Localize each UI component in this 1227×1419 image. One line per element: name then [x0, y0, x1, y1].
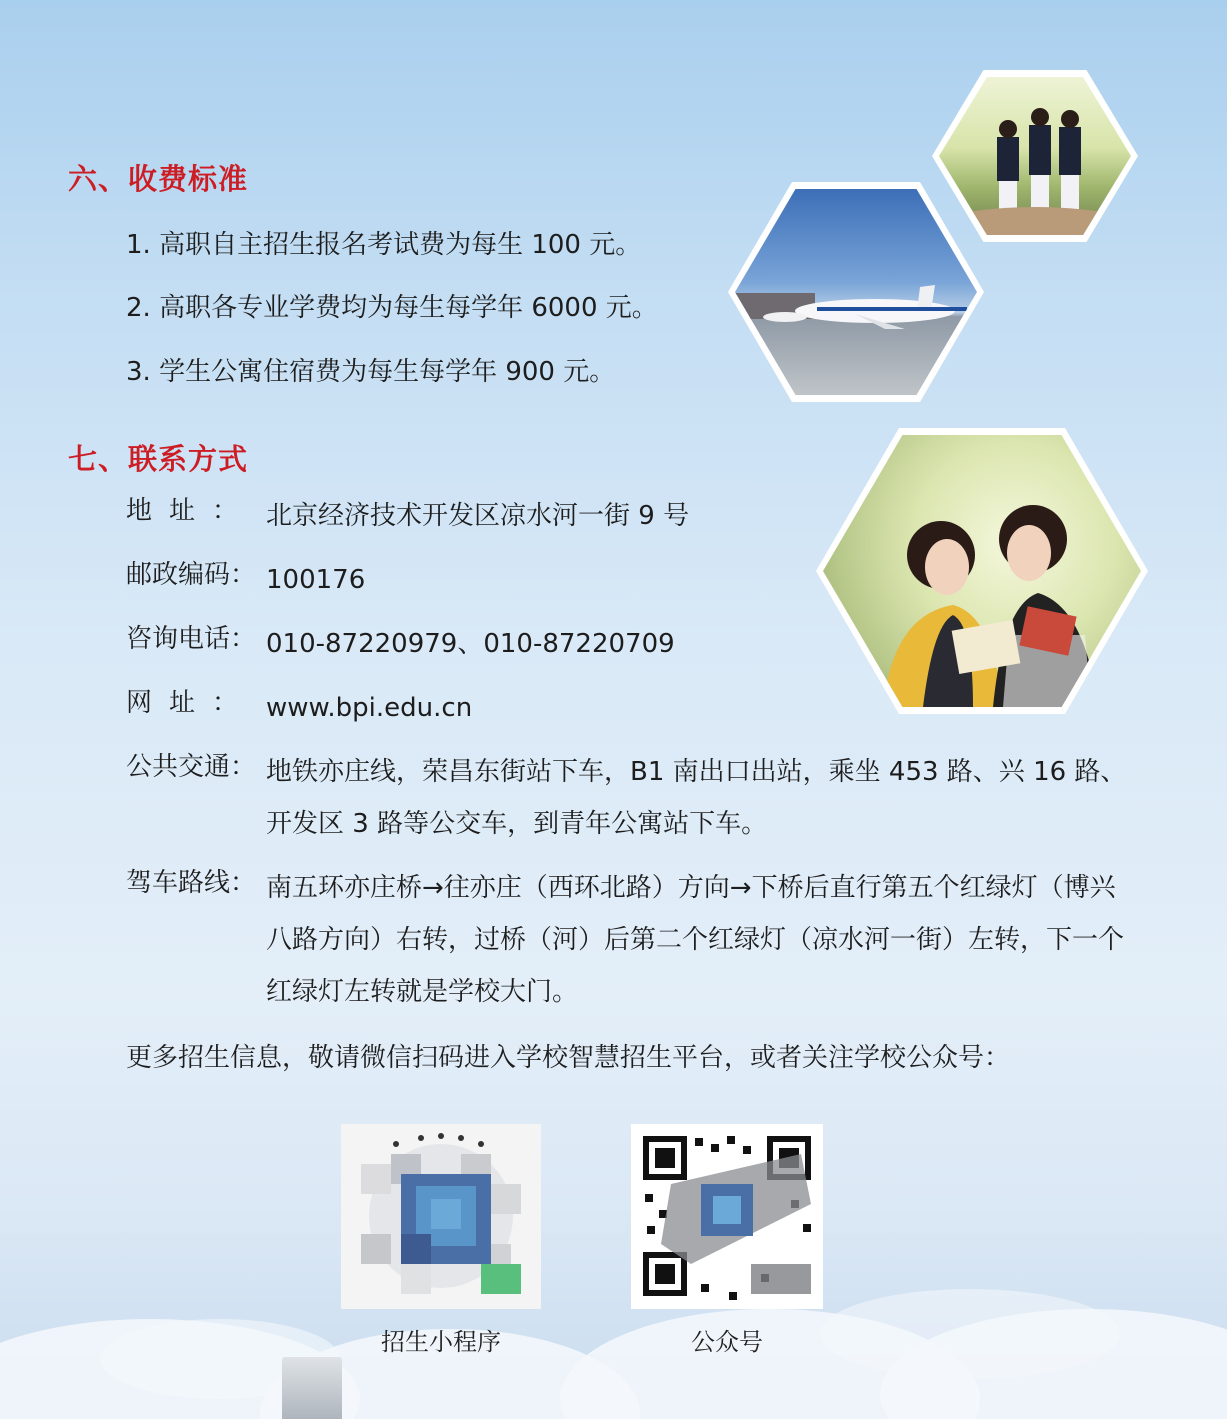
transit-value: 地铁亦庄线，荣昌东街站下车，B1 南出口出站，乘坐 453 路、兴 16 路、开发区 3 路等公交车，到青年公寓站下车。 [266, 757, 1127, 839]
official-account-qr-code[interactable] [631, 1124, 823, 1309]
fees-heading: 六、收费标准 [68, 162, 249, 196]
driving-label: 驾车路线： [126, 868, 257, 898]
mini-program-qr-code[interactable] [341, 1124, 541, 1309]
address-label: 地址： [126, 496, 238, 526]
website-link[interactable]: www.bpi.edu.cn [266, 693, 473, 723]
website-label: 网址： [126, 688, 238, 718]
more-info-text: 更多招生信息，敬请微信扫码进入学校智慧招生平台，或者关注学校公众号： [126, 1043, 1011, 1073]
driving-value: 南五环亦庄桥→往亦庄（西环北路）方向→下桥后直行第五个红绿灯（博兴八路方向）右转，过桥（河）后第二个红绿灯（凉水河一街）左转，下一个红绿灯左转就是学校大门。 [266, 873, 1125, 1007]
postcode-value: 100176 [266, 565, 366, 595]
phone-label: 咨询电话： [126, 624, 257, 654]
airplane-photo [728, 182, 984, 402]
fee-item: 2. 高职各专业学费均为每生每学年 6000 元。 [126, 293, 658, 323]
fee-item: 1. 高职自主招生报名考试费为每生 100 元。 [126, 230, 642, 260]
postcode-label: 邮政编码： [126, 560, 257, 590]
students-walking-photo [932, 70, 1138, 242]
address-value: 北京经济技术开发区凉水河一街 9 号 [266, 501, 690, 531]
cloud-background [0, 1159, 1227, 1419]
building-photo [282, 1357, 342, 1419]
mini-program-label: 招生小程序 [381, 1328, 501, 1356]
transit-label: 公共交通： [126, 752, 257, 782]
phone-value: 010-87220979、010-87220709 [266, 629, 675, 659]
official-account-label: 公众号 [691, 1328, 763, 1356]
contact-heading: 七、联系方式 [68, 442, 249, 476]
fee-item: 3. 学生公寓住宿费为每生每学年 900 元。 [126, 357, 616, 387]
